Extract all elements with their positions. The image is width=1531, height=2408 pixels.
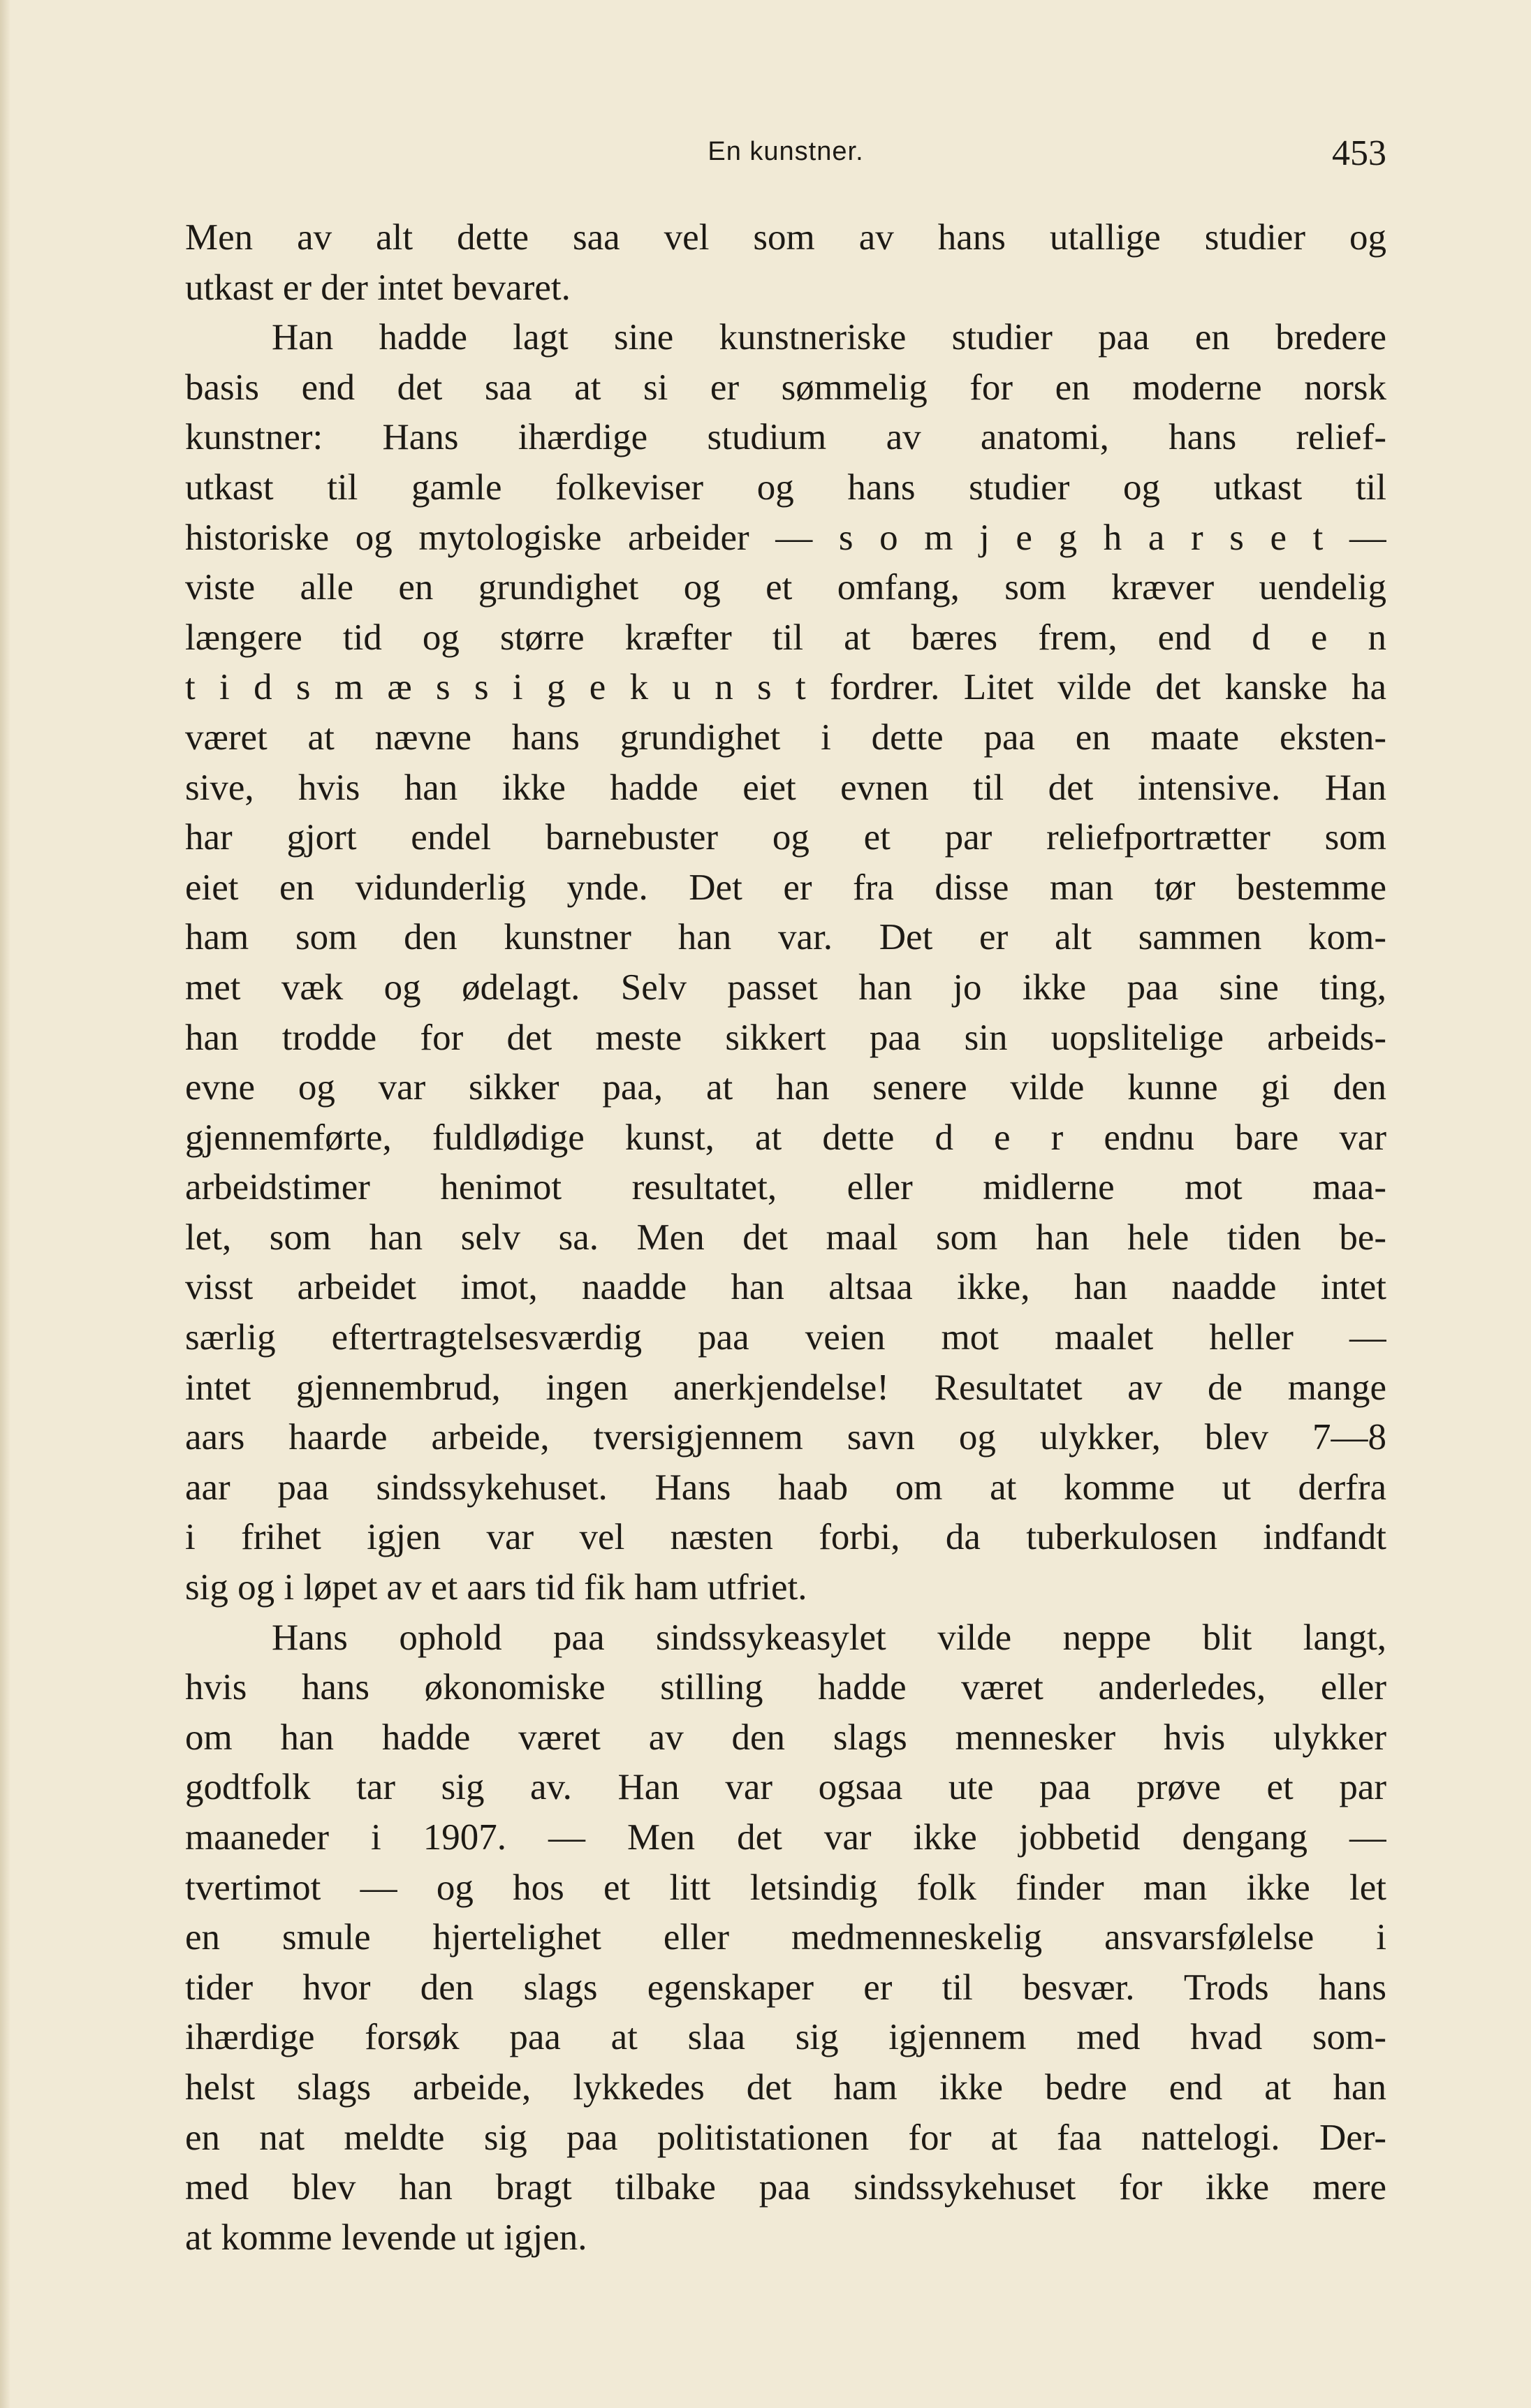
text-line: særlig eftertragtelsesværdig paa veien mot maalet heller —: [185, 1317, 1386, 1358]
text-line: Men av alt dette saa vel som av hans utallige studier og: [185, 217, 1386, 258]
text-line: aars haarde arbeide, tversigjennem savn og ulykker, blev 7—8: [185, 1417, 1386, 1458]
text-line: eiet en vidunderlig ynde. Det er fra disse man tør bestemme: [185, 867, 1386, 908]
body-text: [185, 213, 1386, 2263]
text-line: ham som den kunstner han var. Det er alt sammen kom-: [185, 917, 1386, 958]
text-line: aar paa sindssykehuset. Hans haab om at komme ut derfra: [185, 1467, 1386, 1508]
text-line: tvertimot — og hos et litt letsindig folk finder man ikke let: [185, 1867, 1386, 1908]
text-line: været at nævne hans grundighet i dette paa en maate eksten-: [185, 717, 1386, 758]
paragraph-start-line: Hans ophold paa sindssykeasylet vilde neppe blit langt,: [272, 1617, 1386, 1658]
text-line: utkast til gamle folkeviser og hans studier og utkast til: [185, 467, 1386, 508]
text-line: en smule hjertelighet eller medmenneskelig ansvarsfølelse i: [185, 1917, 1386, 1958]
text-line: tider hvor den slags egenskaper er til besvær. Trods hans: [185, 1967, 1386, 2008]
running-title: En kunstner.: [708, 137, 864, 166]
text-line: har gjort endel barnebuster og et par reliefportrætter som: [185, 817, 1386, 858]
text-line: viste alle en grundighet og et omfang, som kræver uendelig: [185, 567, 1386, 608]
text-line: ihærdige forsøk paa at slaa sig igjennem med hvad som-: [185, 2017, 1386, 2058]
paragraph-start-line: Han hadde lagt sine kunstneriske studier paa en bredere: [272, 317, 1386, 358]
text-line: kunstner: Hans ihærdige studium av anatomi, hans relief-: [185, 417, 1386, 458]
text-line: han trodde for det meste sikkert paa sin uopslitelige arbeids-: [185, 1017, 1386, 1058]
text-line: gjennemførte, fuldlødige kunst, at dette d e r endnu bare var: [185, 1117, 1386, 1158]
text-line: med blev han bragt tilbake paa sindssykehuset for ikke mere: [185, 2167, 1386, 2208]
text-line: i frihet igjen var vel næsten forbi, da tuberkulosen indfandt: [185, 1517, 1386, 1558]
text-line: evne og var sikker paa, at han senere vilde kunne gi den: [185, 1067, 1386, 1108]
text-line: arbeidstimer henimot resultatet, eller midlerne mot maa-: [185, 1167, 1386, 1208]
text-line: let, som han selv sa. Men det maal som han hele tiden be-: [185, 1217, 1386, 1258]
text-line: maaneder i 1907. — Men det var ikke jobbetid dengang —: [185, 1817, 1386, 1858]
text-line: t i d s m æ s s i g e k u n s t fordrer. Litet vilde det kanske ha: [185, 667, 1386, 708]
text-line: visst arbeidet imot, naadde han altsaa ikke, han naadde intet: [185, 1267, 1386, 1308]
text-line: godtfolk tar sig av. Han var ogsaa ute paa prøve et par: [185, 1767, 1386, 1808]
text-line: helst slags arbeide, lykkedes det ham ikke bedre end at han: [185, 2066, 1386, 2108]
page-number: 453: [1332, 133, 1386, 173]
text-line: at komme levende ut igjen.: [185, 2217, 587, 2258]
text-line: sive, hvis han ikke hadde eiet evnen til det intensive. Han: [185, 767, 1386, 808]
text-line: hvis hans økonomiske stilling hadde været anderledes, eller: [185, 1667, 1386, 1708]
text-line: sig og i løpet av et aars tid fik ham utfriet.: [185, 1567, 807, 1608]
text-line: intet gjennembrud, ingen anerkjendelse! Resultatet av de mange: [185, 1367, 1386, 1408]
text-line: om han hadde været av den slags mennesker hvis ulykker: [185, 1717, 1386, 1758]
text-line: en nat meldte sig paa politistationen for at faa nattelogi. Der-: [185, 2117, 1386, 2158]
text-line: utkast er der intet bevaret.: [185, 267, 571, 308]
text-line: historiske og mytologiske arbeider — s o m j e g h a r s e t —: [185, 517, 1386, 558]
page-edge: [0, 0, 10, 2408]
text-line: basis end det saa at si er sømmelig for en moderne norsk: [185, 367, 1386, 408]
text-line: længere tid og større kræfter til at bæres frem, end d e n: [185, 617, 1386, 658]
text-line: met væk og ødelagt. Selv passet han jo ikke paa sine ting,: [185, 967, 1386, 1008]
running-head: [185, 133, 1386, 182]
